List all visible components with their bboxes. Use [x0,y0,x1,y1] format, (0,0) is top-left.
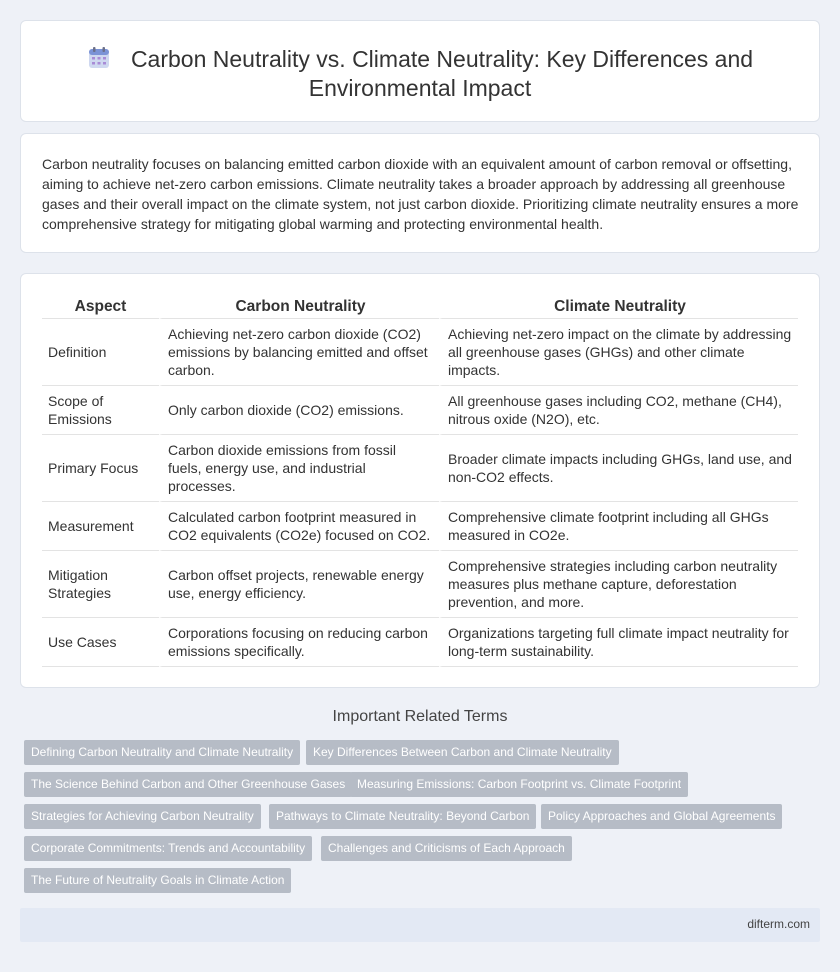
row-aspect: Definition [42,319,159,386]
table-row [42,435,798,502]
row-aspect: Mitigation Strategies [42,551,159,618]
related-tag[interactable]: The Future of Neutrality Goals in Climate Action [24,868,291,893]
row-climate: Broader climate impacts including GHGs, land use, and non-CO2 effects. [439,435,798,502]
row-aspect: Primary Focus [42,435,159,502]
header-aspect: Aspect [42,295,159,319]
footer-site[interactable]: difterm.com [747,917,810,931]
table-row [42,618,798,667]
related-tag[interactable]: Pathways to Climate Neutrality: Beyond Carbon [269,804,536,829]
header-climate-neutrality: Climate Neutrality [439,295,798,319]
row-carbon: Achieving net-zero carbon dioxide (CO2) emissions by balancing emitted and offset carbon. [159,319,439,386]
table-row [42,386,798,435]
row-climate: Comprehensive strategies including carbon neutrality measures plus methane capture, deforestation prevention, and more. [439,551,798,618]
row-climate: Organizations targeting full climate impact neutrality for long-term sustainability. [439,618,798,667]
row-carbon: Only carbon dioxide (CO2) emissions. [159,386,439,435]
table-header-row [42,295,798,319]
related-tag[interactable]: Policy Approaches and Global Agreements [541,804,782,829]
header-carbon-neutrality: Carbon Neutrality [159,295,439,319]
title-line-2: Environmental Impact [308,75,532,101]
header-card [20,20,820,122]
page-title [21,45,819,103]
related-tag[interactable]: Key Differences Between Carbon and Climate Neutrality [306,740,619,765]
related-tag[interactable]: Challenges and Criticisms of Each Approach [321,836,572,861]
table-row [42,319,798,386]
row-aspect: Measurement [42,502,159,551]
row-aspect: Use Cases [42,618,159,667]
comparison-table [42,295,798,667]
intro-card [20,133,820,253]
footer [20,908,820,942]
row-climate: Achieving net-zero impact on the climate by addressing all greenhouse gases (GHGs) and other climate impacts. [439,319,798,386]
related-terms-title: Important Related Terms [332,708,508,725]
table-row [42,551,798,618]
row-carbon: Carbon offset projects, renewable energy use, energy efficiency. [159,551,439,618]
row-climate: Comprehensive climate footprint including all GHGs measured in CO2e. [439,502,798,551]
related-tag[interactable]: Corporate Commitments: Trends and Accountability [24,836,312,861]
related-tag[interactable]: The Science Behind Carbon and Other Greenhouse Gases [24,772,352,797]
row-climate: All greenhouse gases including CO2, methane (CH4), nitrous oxide (N2O), etc. [439,386,798,435]
related-tag[interactable]: Strategies for Achieving Carbon Neutrality [24,804,261,829]
related-tag[interactable]: Defining Carbon Neutrality and Climate Neutrality [24,740,300,765]
row-carbon: Corporations focusing on reducing carbon emissions specifically. [159,618,439,667]
intro-text: Carbon neutrality focuses on balancing emitted carbon dioxide with an equivalent amount of carbon removal or offsetting, aiming to achieve net-zero carbon emissions. Climate neutrality takes a broader approach by addressing all greenhouse gases and their overall impact on the climate system, not just carbon dioxide. Prioritizing climate neutrality ensures a more comprehensive strategy for mitigating global warming and protecting environmental health. [42,156,799,232]
table-row [42,502,798,551]
row-aspect: Scope of Emissions [42,386,159,435]
comparison-card [20,273,820,688]
row-carbon: Carbon dioxide emissions from fossil fuels, energy use, and industrial processes. [159,435,439,502]
calendar-icon [87,46,111,70]
related-tag[interactable]: Measuring Emissions: Carbon Footprint vs. Climate Footprint [350,772,688,797]
title-line-1: Carbon Neutrality vs. Climate Neutrality: Key Differences and [130,46,754,72]
row-carbon: Calculated carbon footprint measured in CO2 equivalents (CO2e) focused on CO2. [159,502,439,551]
